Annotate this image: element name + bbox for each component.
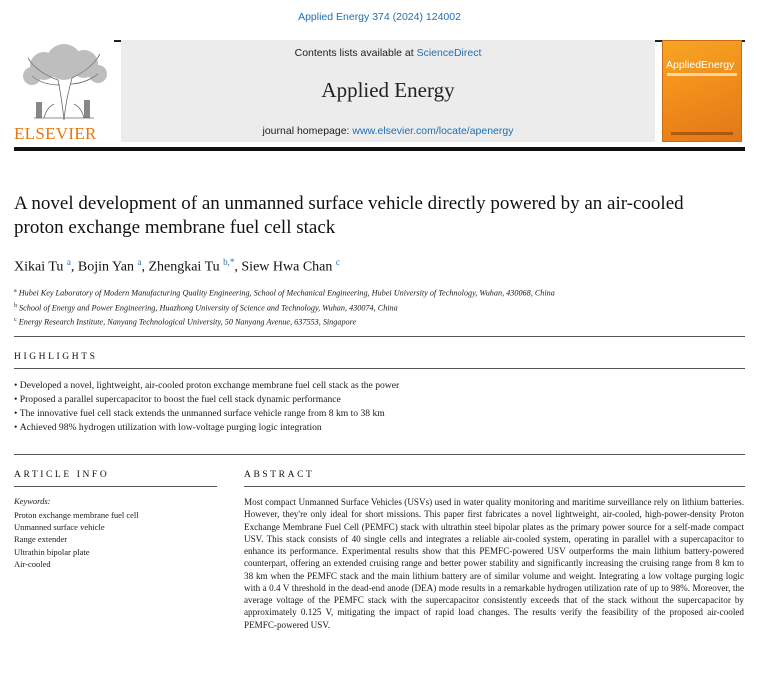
highlight-item: • The innovative fuel cell stack extends the unmanned surface vehicle range from 8 km to 38 km <box>14 408 385 419</box>
highlights-heading: HIGHLIGHTS <box>14 352 98 362</box>
affiliation-text: Hubei Key Laboratory of Modern Manufacturing Quality Engineering, School of Mechanical Engineering, Hubei University of Technology, Wuhan, 430068, China <box>18 288 555 298</box>
affiliations <box>14 285 734 329</box>
affiliation-mark: c <box>14 317 17 324</box>
affiliation-text: Energy Research Institute, Nanyang Technological University, 50 Nanyang Avenue, 637553, Singapore <box>18 318 357 328</box>
author-affil-mark[interactable]: c <box>335 257 340 267</box>
sciencedirect-link[interactable]: ScienceDirect <box>416 47 482 59</box>
keyword-item: Range extender <box>14 534 68 545</box>
affiliation-item <box>14 314 734 329</box>
cover-subtitle-bar <box>667 73 737 76</box>
homepage-prefix: journal homepage: <box>262 125 353 137</box>
section-divider <box>14 454 745 455</box>
highlights-divider <box>14 368 745 369</box>
highlights-list <box>14 379 745 435</box>
paper-title: A novel development of an unmanned surface vehicle directly powered by an air-cooled proton exchange membrane fuel cell stack <box>14 193 684 238</box>
author-affil-mark[interactable]: b,* <box>223 257 235 267</box>
author-name[interactable]: Siew Hwa Chan <box>241 259 333 275</box>
abstract-text: Most compact Unmanned Surface Vehicles (USVs) used in water quality monitoring and maritime surveillance rely on lithium batteries. However, they're only ideal for short missions. This paper first fabricates a novel lightweight, air-cooled, high-power-density Proton Exchange Membrane Fuel Cell (PEMFC) stack with ultrathin steel bipolar plates as the primary power source for a self-made compact USV. This stack consists of 40 single cells and integrates a reliable air-cooled system, operating in parallel with a supercapacitor to enhance its performance. Experimental results show that this PEMFC-powered USV outperforms the main lithium battery-powered counterpart, offering an extended cruising range and better power stability and significantly increasing the cruising range from 8 km to 38 km when the PEMFC stack and the main lithium battery are of similar volume and weight. Integrating a low voltage purging logic with a 0.4 V threshold in the dead-end anode (DEA) mode results in a remarkable hydrogen utilization rate of up to 98%. Moreover, the average voltage of the PEMFC stack with the supercapacitor consistently exceeds that of the stack without the supercapacitor by approximately 0.125 V, mitigating the impact of rapid load changes. The results verify the feasibility of the proposed air-cooled PEMFC-powered USV. <box>244 497 744 630</box>
keyword-item: Proton exchange membrane fuel cell <box>14 510 139 520</box>
highlight-item: • Achieved 98% hydrogen utilization with low-voltage purging logic integration <box>14 422 322 433</box>
affiliation-mark: b <box>14 302 17 309</box>
author-list: Xikai Tu $^a$, Bojin Yan $^a$, Zhengkai Tu $^{b,*}$, Siew Hwa Chan $^c$ <box>14 257 340 275</box>
affiliation-mark: a <box>14 288 17 294</box>
journal-header <box>14 40 745 142</box>
article-info-divider <box>14 486 217 487</box>
keywords-label: Keywords: <box>14 496 51 506</box>
author-name[interactable]: Bojin Yan <box>77 259 134 275</box>
affiliation-text: School of Energy and Power Engineering, Huazhong University of Science and Technology, Wuhan, 430074, China <box>19 303 398 313</box>
highlight-text: Developed a novel, lightweight, air-cooled proton exchange membrane fuel cell stack as the power <box>19 380 400 391</box>
elsevier-wordmark: ELSEVIER <box>14 124 97 143</box>
keyword-item: Ultrathin bipolar plate <box>14 546 90 557</box>
highlight-text: The innovative fuel cell stack extends the unmanned surface vehicle range from 8 km to 38 km <box>19 408 385 419</box>
article-info-heading: ARTICLE INFO <box>14 470 110 480</box>
abstract-divider <box>244 486 745 487</box>
affiliation-item <box>14 300 734 315</box>
highlight-item: • Developed a novel, lightweight, air-cooled proton exchange membrane fuel cell stack as the power <box>14 380 400 391</box>
journal-name: Applied Energy <box>321 78 455 102</box>
section-divider <box>14 336 745 337</box>
highlight-text: Proposed a parallel supercapacitor to boost the fuel cell stack dynamic performance <box>19 394 341 405</box>
contents-available <box>121 47 655 59</box>
cover-title: AppliedEnergy <box>666 59 735 71</box>
author-name[interactable]: Zhengkai Tu <box>148 259 220 275</box>
keyword-item: Air-cooled <box>14 558 51 569</box>
keywords-list <box>14 509 139 570</box>
contents-prefix: Contents lists available at <box>294 47 417 59</box>
keyword-item: Unmanned surface vehicle <box>14 522 105 533</box>
highlight-item: • Proposed a parallel supercapacitor to boost the fuel cell stack dynamic performance <box>14 394 341 405</box>
journal-citation[interactable]: Applied Energy 374 (2024) 124002 <box>298 11 461 23</box>
author-name[interactable]: Xikai Tu <box>14 259 64 275</box>
highlight-text: Achieved 98% hydrogen utilization with low-voltage purging logic integration <box>19 422 322 433</box>
author-affil-mark[interactable]: a <box>66 257 71 267</box>
affiliation-item <box>14 285 734 300</box>
homepage-link[interactable]: www.elsevier.com/locate/apenergy <box>352 125 514 137</box>
journal-homepage <box>121 125 655 137</box>
author-affil-mark[interactable]: a <box>137 257 142 267</box>
abstract-heading: ABSTRACT <box>244 470 315 480</box>
journal-cover-thumbnail[interactable] <box>662 40 742 142</box>
journal-info-box <box>121 40 655 142</box>
cover-bottom-band <box>671 132 733 135</box>
header-bottom-rule <box>14 147 745 151</box>
